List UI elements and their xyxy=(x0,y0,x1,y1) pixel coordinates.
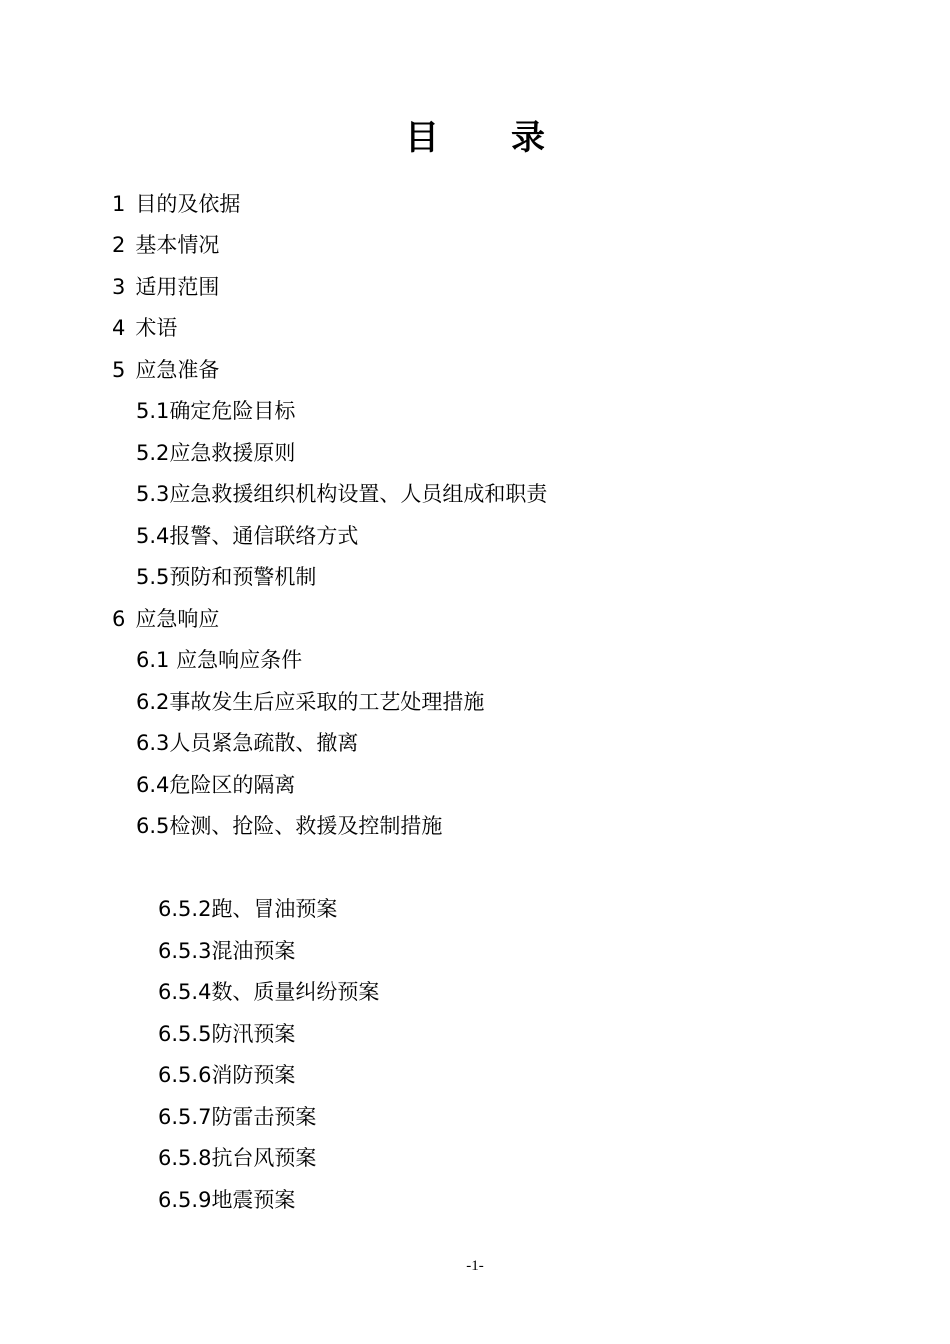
toc-entry-1: 1 目的及依据 xyxy=(112,192,241,216)
toc-entry-6-5-2: 6.5.2跑、冒油预案 xyxy=(158,897,338,921)
toc-entry-6-5-6: 6.5.6消防预案 xyxy=(158,1063,296,1087)
toc-entry-6-2: 6.2事故发生后应采取的工艺处理措施 xyxy=(136,690,485,714)
toc-entry-5-2: 5.2应急救援原则 xyxy=(136,441,296,465)
toc-entry-6-5-8: 6.5.8抗台风预案 xyxy=(158,1146,317,1170)
toc-entry-6-5-7: 6.5.7防雷击预案 xyxy=(158,1105,317,1129)
toc-entry-5: 5 应急准备 xyxy=(112,358,220,382)
toc-entry-2: 2 基本情况 xyxy=(112,233,220,257)
toc-entry-5-5: 5.5预防和预警机制 xyxy=(136,565,317,589)
page-number: -1- xyxy=(466,1258,484,1274)
toc-entry-5-4: 5.4报警、通信联络方式 xyxy=(136,524,359,548)
toc-entry-6-1: 6.1 应急响应条件 xyxy=(136,648,303,672)
toc-entry-5-3: 5.3应急救援组织机构设置、人员组成和职责 xyxy=(136,482,548,506)
toc-entry-4: 4 术语 xyxy=(112,316,178,340)
toc-entry-3: 3 适用范围 xyxy=(112,275,220,299)
toc-entry-6-5-5: 6.5.5防汛预案 xyxy=(158,1022,296,1046)
toc-entry-6-4: 6.4危险区的隔离 xyxy=(136,773,296,797)
title-char-1: 目 xyxy=(405,118,439,158)
toc-entry-6-5: 6.5检测、抢险、救援及控制措施 xyxy=(136,814,443,838)
title-char-2: 录 xyxy=(511,118,545,158)
toc-entry-6-5-4: 6.5.4数、质量纠纷预案 xyxy=(158,980,380,1004)
toc-entry-6-5-3: 6.5.3混油预案 xyxy=(158,939,296,963)
toc-entry-5-1: 5.1确定危险目标 xyxy=(136,399,296,423)
toc-entry-6: 6 应急响应 xyxy=(112,607,220,631)
page-title xyxy=(0,112,950,164)
toc-entry-6-3: 6.3人员紧急疏散、撤离 xyxy=(136,731,359,755)
toc-entry-6-5-9: 6.5.9地震预案 xyxy=(158,1188,296,1212)
